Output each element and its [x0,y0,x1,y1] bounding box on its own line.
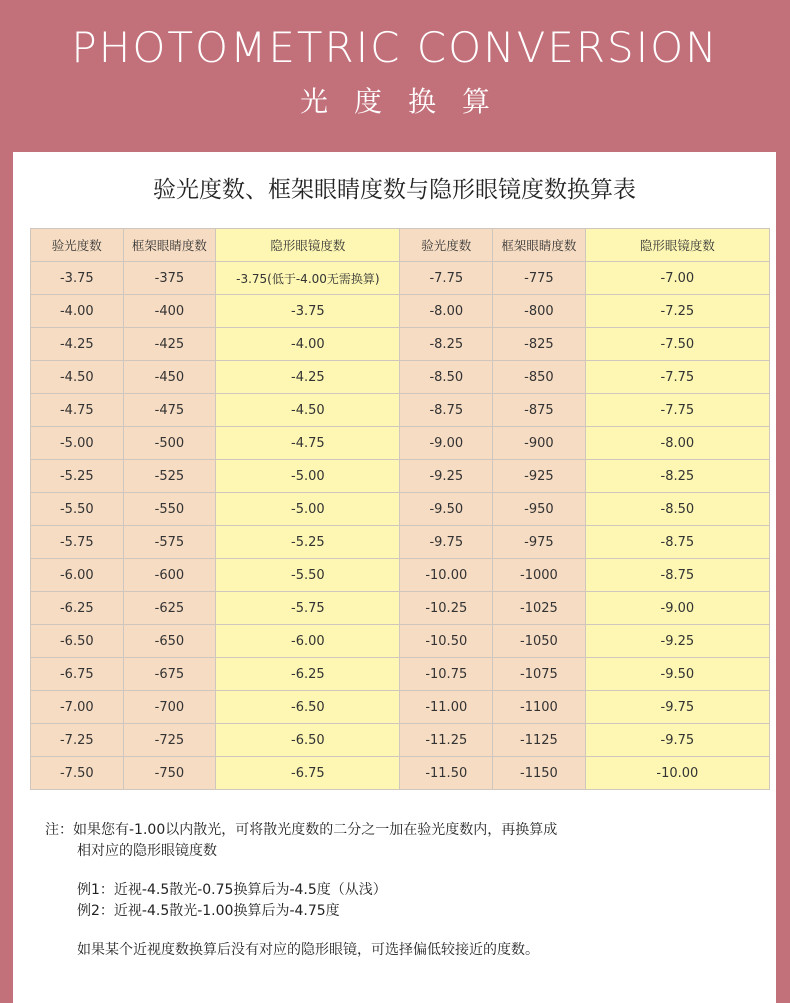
cell-frame: -575 [123,526,216,559]
cell-contact: -4.75 [216,427,400,460]
cell-frame: -700 [123,691,216,724]
cell-refraction: -5.75 [31,526,124,559]
table-row [31,757,770,790]
cell-contact: -4.25 [216,361,400,394]
cell-frame: -1125 [493,724,586,757]
cell-frame: -925 [493,460,586,493]
cell-contact: -6.50 [216,691,400,724]
cell-frame: -525 [123,460,216,493]
header-contact: 隐形眼镜度数 [216,229,400,262]
table-row [31,427,770,460]
cell-contact: -7.00 [585,262,769,295]
cell-frame: -500 [123,427,216,460]
header-refraction: 验光度数 [400,229,493,262]
cell-refraction: -7.50 [31,757,124,790]
cell-refraction: -6.50 [31,625,124,658]
cell-refraction: -10.50 [400,625,493,658]
cell-frame: -1000 [493,559,586,592]
footer-note: 如果某个近视度数换算后没有对应的隐形眼镜，可选择偏低较接近的度数。 [77,942,539,958]
cell-frame: -1100 [493,691,586,724]
cell-frame: -375 [123,262,216,295]
table-row [31,724,770,757]
cell-refraction: -8.00 [400,295,493,328]
cell-contact: -5.00 [216,460,400,493]
cell-frame: -850 [493,361,586,394]
table-header-row [31,229,770,262]
table-row [31,460,770,493]
cell-contact: -9.75 [585,724,769,757]
cell-contact: -7.75 [585,394,769,427]
cell-refraction: -8.25 [400,328,493,361]
table-row [31,328,770,361]
cell-refraction: -7.75 [400,262,493,295]
cell-frame: -675 [123,658,216,691]
cell-contact: -8.75 [585,526,769,559]
table-row [31,559,770,592]
cell-frame: -550 [123,493,216,526]
cell-refraction: -4.00 [31,295,124,328]
cell-refraction: -4.50 [31,361,124,394]
example-line: 例2：近视-4.5散光-1.00换算后为-4.75度 [77,903,340,919]
cell-refraction: -6.25 [31,592,124,625]
cell-contact: -8.75 [585,559,769,592]
cell-contact: -4.50 [216,394,400,427]
cell-frame: -475 [123,394,216,427]
header-frame: 框架眼睛度数 [123,229,216,262]
cell-frame: -875 [493,394,586,427]
header-refraction: 验光度数 [31,229,124,262]
table-row [31,295,770,328]
cell-frame: -950 [493,493,586,526]
cell-refraction: -5.00 [31,427,124,460]
cell-frame: -400 [123,295,216,328]
cell-frame: -1075 [493,658,586,691]
cell-contact: -3.75(低于-4.00无需换算) [216,262,400,295]
cell-refraction: -11.00 [400,691,493,724]
cell-refraction: -7.00 [31,691,124,724]
cell-frame: -975 [493,526,586,559]
cell-frame: -750 [123,757,216,790]
cell-contact: -6.00 [216,625,400,658]
note-line: 注：如果您有-1.00以内散光，可将散光度数的二分之一加在验光度数内，再换算成 [45,822,558,838]
cell-contact: -3.75 [216,295,400,328]
cell-contact: -9.25 [585,625,769,658]
page-subtitle: 光度换算 [299,85,516,118]
table-row [31,493,770,526]
cell-contact: -5.75 [216,592,400,625]
header-frame: 框架眼睛度数 [493,229,586,262]
cell-refraction: -8.75 [400,394,493,427]
cell-refraction: -5.50 [31,493,124,526]
cell-refraction: -10.00 [400,559,493,592]
cell-contact: -6.50 [216,724,400,757]
cell-refraction: -4.75 [31,394,124,427]
table-row [31,361,770,394]
table-row [31,691,770,724]
cell-contact: -8.50 [585,493,769,526]
cell-contact: -8.25 [585,460,769,493]
cell-refraction: -3.75 [31,262,124,295]
cell-contact: -7.50 [585,328,769,361]
cell-frame: -775 [493,262,586,295]
cell-contact: -9.50 [585,658,769,691]
cell-refraction: -9.75 [400,526,493,559]
cell-frame: -725 [123,724,216,757]
cell-contact: -6.25 [216,658,400,691]
cell-refraction: -8.50 [400,361,493,394]
table-row [31,592,770,625]
cell-frame: -1050 [493,625,586,658]
cell-contact: -6.75 [216,757,400,790]
cell-refraction: -11.50 [400,757,493,790]
cell-contact: -9.00 [585,592,769,625]
cell-frame: -1025 [493,592,586,625]
cell-refraction: -10.75 [400,658,493,691]
cell-refraction: -9.00 [400,427,493,460]
cell-frame: -450 [123,361,216,394]
table-row [31,394,770,427]
cell-refraction: -9.25 [400,460,493,493]
conversion-table [30,228,770,790]
cell-frame: -600 [123,559,216,592]
table-row [31,262,770,295]
cell-frame: -1150 [493,757,586,790]
note-line: 相对应的隐形眼镜度数 [77,843,217,859]
cell-refraction: -10.25 [400,592,493,625]
cell-frame: -425 [123,328,216,361]
cell-frame: -650 [123,625,216,658]
table-row [31,526,770,559]
example-line: 例1：近视-4.5散光-0.75换算后为-4.5度（从浅） [77,882,387,898]
cell-contact: -7.75 [585,361,769,394]
cell-frame: -825 [493,328,586,361]
cell-refraction: -4.25 [31,328,124,361]
cell-refraction: -11.25 [400,724,493,757]
cell-refraction: -7.25 [31,724,124,757]
cell-frame: -900 [493,427,586,460]
cell-frame: -800 [493,295,586,328]
cell-contact: -5.50 [216,559,400,592]
cell-refraction: -9.50 [400,493,493,526]
content-card [13,152,776,1003]
cell-refraction: -6.75 [31,658,124,691]
cell-contact: -4.00 [216,328,400,361]
page-title: PHOTOMETRIC CONVERSION [71,23,719,72]
table-row [31,658,770,691]
table-body [31,262,770,790]
cell-contact: -5.00 [216,493,400,526]
cell-refraction: -5.25 [31,460,124,493]
header-contact: 隐形眼镜度数 [585,229,769,262]
cell-frame: -625 [123,592,216,625]
cell-contact: -5.25 [216,526,400,559]
cell-contact: -10.00 [585,757,769,790]
cell-contact: -8.00 [585,427,769,460]
cell-contact: -7.25 [585,295,769,328]
cell-refraction: -6.00 [31,559,124,592]
cell-contact: -9.75 [585,691,769,724]
table-row [31,625,770,658]
table-title: 验光度数、框架眼睛度数与隐形眼镜度数换算表 [153,177,636,203]
